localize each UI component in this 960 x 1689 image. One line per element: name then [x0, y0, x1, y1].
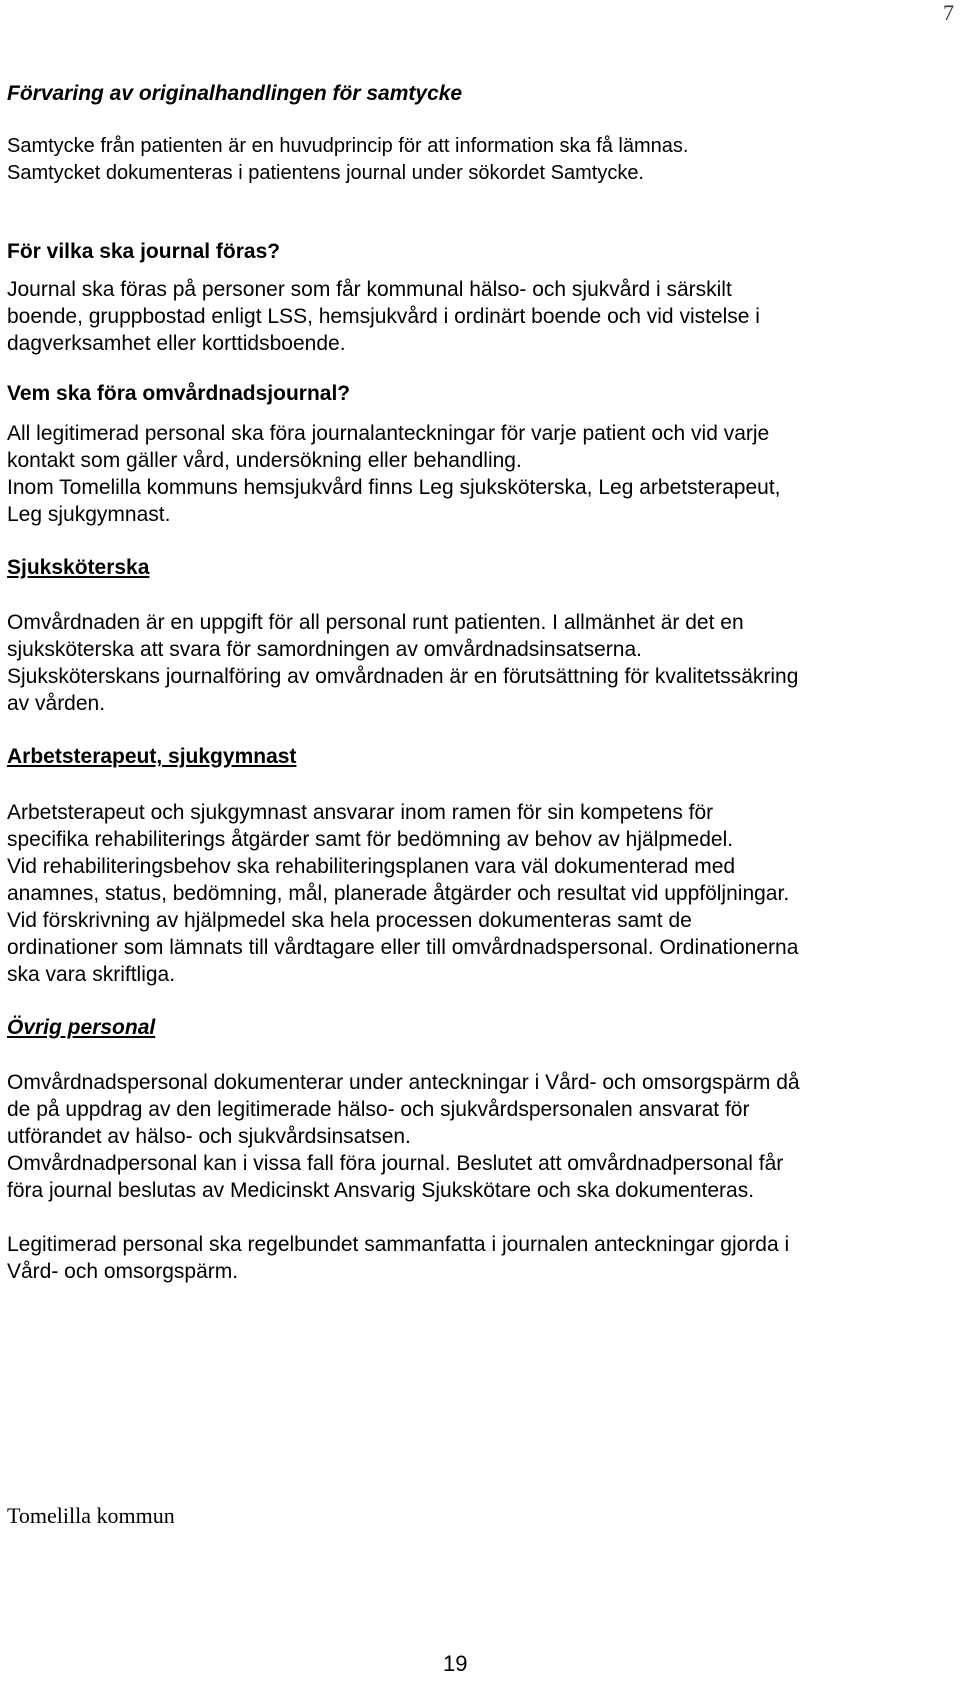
- paragraph-line: ordinationer som lämnats till vårdtagare eller till omvårdnadspersonal. Ordinationerna: [7, 936, 799, 959]
- paragraph-line: Vård- och omsorgspärm.: [7, 1260, 239, 1283]
- paragraph-line: sjuksköterska att svara för samordningen av omvårdnadsinsatserna.: [7, 638, 642, 661]
- paragraph-line: specifika rehabiliterings åtgärder samt för bedömning av behov av hjälpmedel.: [7, 828, 734, 851]
- paragraph-line: Samtycket dokumenteras i patientens journal under sökordet Samtycke.: [7, 162, 644, 184]
- heading-ovrig-personal: Övrig personal: [7, 1016, 156, 1039]
- paragraph-line: dagverksamhet eller korttidsboende.: [7, 332, 346, 355]
- heading-forvaring: Förvaring av originalhandlingen för samtycke: [7, 82, 463, 105]
- heading-for-vilka: För vilka ska journal föras?: [7, 240, 281, 263]
- paragraph-line: Omvårdnadpersonal kan i vissa fall föra journal. Beslutet att omvårdnadpersonal får: [7, 1152, 784, 1175]
- paragraph-line: Inom Tomelilla kommuns hemsjukvård finns Leg sjuksköterska, Leg arbetsterapeut,: [7, 476, 781, 499]
- heading-vem-ska-fora: Vem ska föra omvårdnadsjournal?: [7, 382, 351, 405]
- paragraph-line: All legitimerad personal ska föra journalanteckningar för varje patient och vid varje: [7, 422, 770, 445]
- heading-arbetsterapeut: Arbetsterapeut, sjukgymnast: [7, 745, 297, 768]
- footer-page-number: 19: [443, 1651, 468, 1676]
- paragraph-line: Journal ska föras på personer som får kommunal hälso- och sjukvård i särskilt: [7, 278, 732, 301]
- heading-sjukskoterska: Sjuksköterska: [7, 556, 150, 579]
- paragraph-line: utförandet av hälso- och sjukvårdsinsatsen.: [7, 1125, 411, 1148]
- footer-organization: Tomelilla kommun: [7, 1503, 175, 1528]
- paragraph-line: Legitimerad personal ska regelbundet sammanfatta i journalen anteckningar gjorda i: [7, 1233, 790, 1256]
- paragraph-line: de på uppdrag av den legitimerade hälso- och sjukvårdspersonalen ansvarat för: [7, 1098, 750, 1121]
- paragraph-line: Vid förskrivning av hjälpmedel ska hela processen dokumenteras samt de: [7, 909, 692, 932]
- paragraph-line: Sjuksköterskans journalföring av omvårdnaden är en förutsättning för kvalitetssäkring: [7, 665, 799, 688]
- header-page-number: 7: [943, 0, 954, 25]
- paragraph-line: kontakt som gäller vård, undersökning eller behandling.: [7, 449, 522, 472]
- paragraph-line: Omvårdnaden är en uppgift för all personal runt patienten. I allmänhet är det en: [7, 611, 744, 634]
- paragraph-line: Omvårdnadspersonal dokumenterar under anteckningar i Vård- och omsorgspärm då: [7, 1071, 800, 1094]
- paragraph-line: ska vara skriftliga.: [7, 963, 176, 986]
- paragraph-line: Leg sjukgymnast.: [7, 503, 171, 526]
- paragraph-line: boende, gruppbostad enligt LSS, hemsjukvård i ordinärt boende och vid vistelse i: [7, 305, 760, 328]
- paragraph-line: av vården.: [7, 692, 106, 715]
- paragraph-line: anamnes, status, bedömning, mål, planerade åtgärder och resultat vid uppföljningar.: [7, 882, 790, 905]
- paragraph-line: Samtycke från patienten är en huvudprincip för att information ska få lämnas.: [7, 135, 689, 157]
- paragraph-line: föra journal beslutas av Medicinskt Ansvarig Sjukskötare och ska dokumenteras.: [7, 1179, 755, 1202]
- paragraph-line: Arbetsterapeut och sjukgymnast ansvarar inom ramen för sin kompetens för: [7, 801, 714, 824]
- paragraph-line: Vid rehabiliteringsbehov ska rehabiliteringsplanen vara väl dokumenterad med: [7, 855, 736, 878]
